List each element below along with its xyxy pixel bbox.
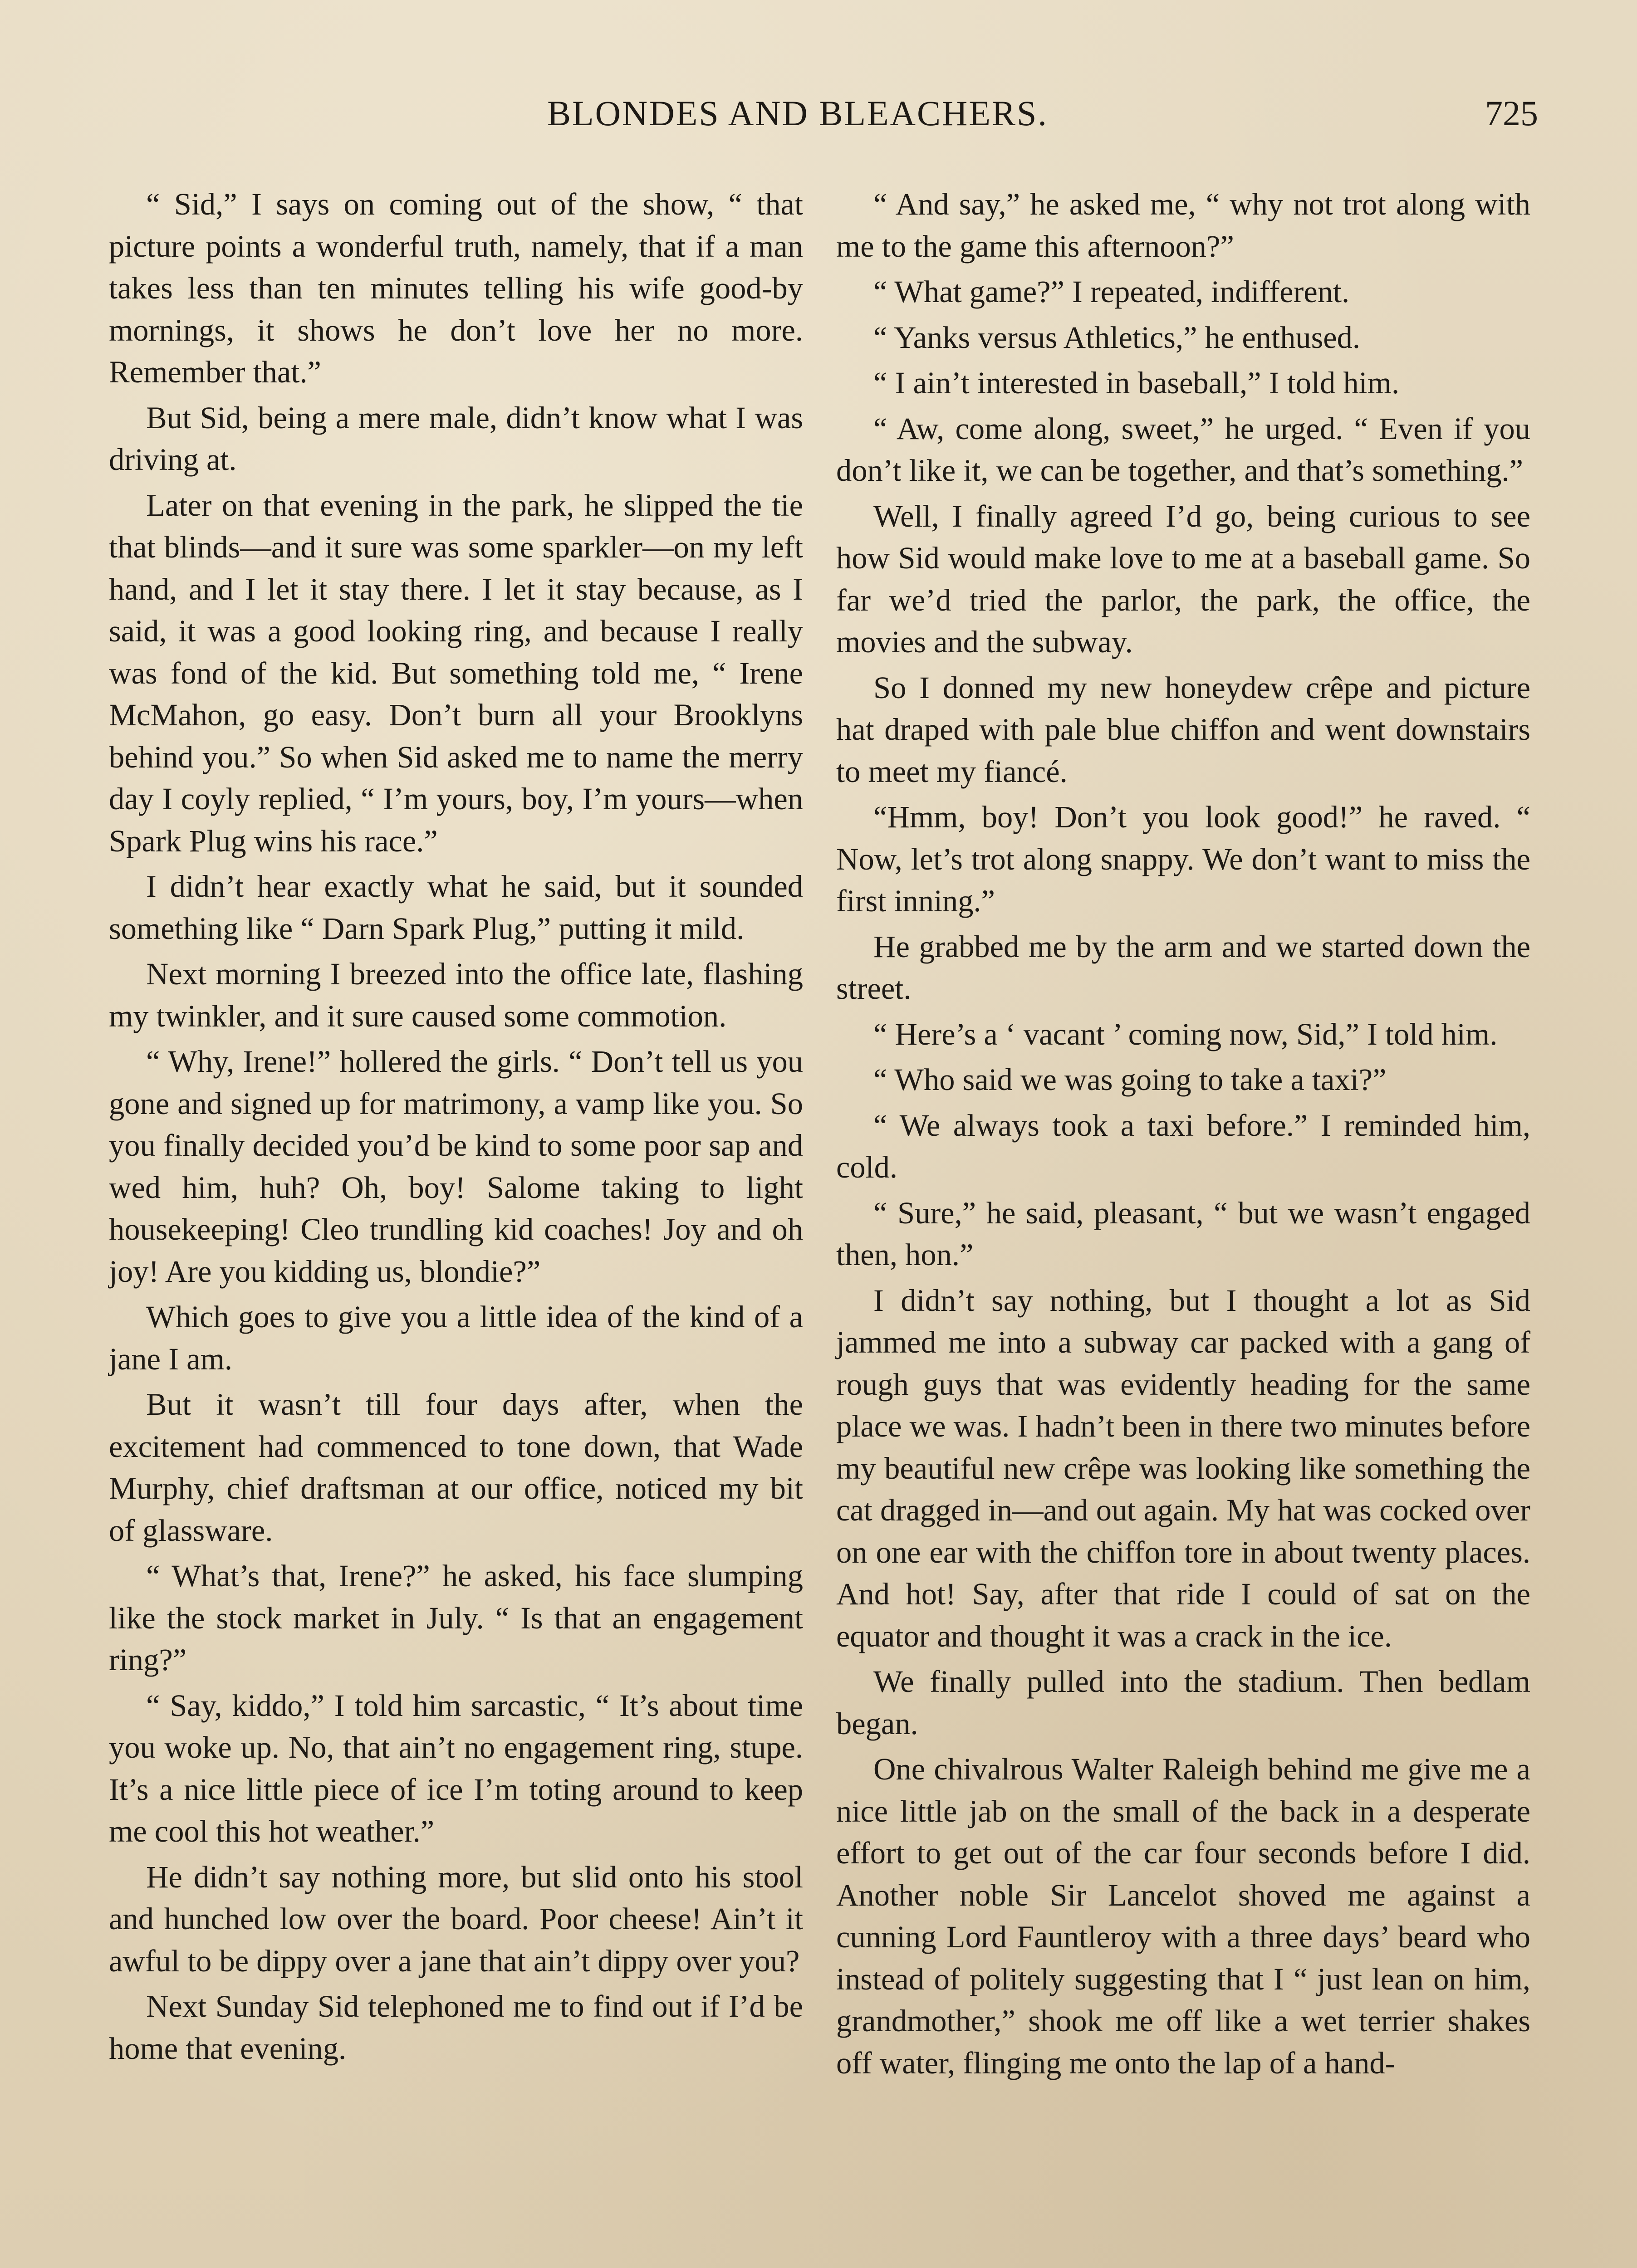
paragraph: I didn’t say nothing, but I thought a lot as Sid jammed me into a subway car packed with a gang of rough guys that was evidently heading for the same place we was. I hadn’t been in there two minutes before my beautiful new crêpe was looking like something the cat dragged in—and out again. My hat was cocked over on one ear with the chiffon tore in about twenty places. And hot! Say, after that ride I could of sat on the equator and thought it was a crack in the ice. [836, 1283, 1530, 1653]
paragraph: “ Who said we was going to take a taxi?” [873, 1062, 1387, 1097]
paragraph: “ Here’s a ‘ vacant ’ coming now, Sid,” I told him. [873, 1017, 1498, 1051]
right-column [836, 183, 1530, 2087]
paragraph: “ Say, kiddo,” I told him sarcastic, “ It’s about time you woke up. No, that ain’t no engagement ring, stupe. It’s a nice little piece of ice I’m toting around to keep me cool this hot weather.” [109, 1688, 803, 1848]
page-header [109, 93, 1538, 147]
paragraph: “ Yanks versus Athletics,” he enthused. [873, 320, 1361, 355]
paragraph: I didn’t hear exactly what he said, but it sounded something like “ Darn Spark Plug,” putting it mild. [109, 869, 803, 946]
paragraph: Which goes to give you a little idea of the kind of a jane I am. [109, 1300, 803, 1376]
paragraph: “ Why, Irene!” hollered the girls. “ Don’t tell us you gone and signed up for matrimony, a vamp like you. So you finally decided you’d be kind to some poor sap and wed him, huh? Oh, boy! Salome taking to light housekeeping! Cleo trundling kid coaches! Joy and oh joy! Are you kidding us, blondie?” [109, 1044, 803, 1289]
paragraph: One chivalrous Walter Raleigh behind me give me a nice little jab on the small of the back in a desperate effort to get out of the car four seconds before I did. Another noble Sir Lancelot shoved me against a cunning Lord Fauntleroy with a three days’ beard who instead of politely suggesting that I “ just lean on him, grandmother,” shook me off like a wet terrier shakes off water, flinging me onto the lap of a hand- [836, 1752, 1530, 2080]
paragraph: “ Aw, come along, sweet,” he urged. “ Even if you don’t like it, we can be together, and that’s something.” [836, 411, 1530, 488]
paragraph: So I donned my new honeydew crêpe and picture hat draped with pale blue chiffon and went downstairs to meet my fiancé. [836, 670, 1530, 789]
paragraph: “ I ain’t interested in baseball,” I told him. [873, 366, 1400, 400]
paragraph: Next morning I breezed into the office late, flashing my twinkler, and it sure caused some commotion. [109, 957, 803, 1033]
paragraph: But Sid, being a mere male, didn’t know what I was driving at. [109, 400, 803, 477]
paragraph: “ We always took a taxi before.” I reminded him, cold. [836, 1108, 1530, 1184]
paragraph: “ What’s that, Irene?” he asked, his face slumping like the stock market in July. “ Is that an engagement ring?” [109, 1559, 803, 1677]
paragraph: “ Sure,” he said, pleasant, “ but we wasn’t engaged then, hon.” [836, 1195, 1530, 1272]
paragraph: Well, I finally agreed I’d go, being curious to see how Sid would make love to me at a baseball game. So far we’d tried the parlor, the park, the office, the movies and the subway. [836, 499, 1530, 659]
paragraph: We finally pulled into the stadium. Then bedlam began. [836, 1664, 1530, 1741]
paragraph: Later on that evening in the park, he slipped the tie that blinds—and it sure was some sparkler—on my left hand, and I let it stay there. I let it stay because, as I said, it was a good looking ring, and because I really was fond of the kid. But something told me, “ Irene McMahon, go easy. Don’t burn all your Brooklyns behind you.” So when Sid asked me to name the merry day I coyly replied, “ I’m yours, boy, I’m yours—when Spark Plug wins his race.” [109, 488, 803, 858]
paragraph: “Hmm, boy! Don’t you look good!” he raved. “ Now, let’s trot along snappy. We don’t want to miss the first inning.” [836, 800, 1530, 918]
paragraph: He didn’t say nothing more, but slid onto his stool and hunched low over the board. Poor cheese! Ain’t it awful to be dippy over a jane that ain’t dippy over you? [109, 1859, 803, 1978]
page-number: 725 [1485, 93, 1538, 133]
paragraph: “ What game?” I repeated, indifferent. [873, 274, 1350, 309]
paragraph: “ Sid,” I says on coming out of the show, “ that picture points a wonderful truth, namely, that if a man takes less than ten minutes telling his wife good-by mornings, it shows he don’t love her no more. Remember that.” [109, 187, 803, 389]
running-title: BLONDES AND BLEACHERS. [547, 93, 1048, 133]
paragraph: But it wasn’t till four days after, when the excitement had commenced to tone down, that Wade Murphy, chief draftsman at our office, noticed my bit of glassware. [109, 1387, 803, 1548]
left-column [109, 183, 803, 2073]
paragraph: He grabbed me by the arm and we started down the street. [836, 929, 1530, 1006]
paragraph: “ And say,” he asked me, “ why not trot along with me to the game this afternoon?” [836, 187, 1530, 264]
paragraph: Next Sunday Sid telephoned me to find out if I’d be home that evening. [109, 1989, 803, 2066]
